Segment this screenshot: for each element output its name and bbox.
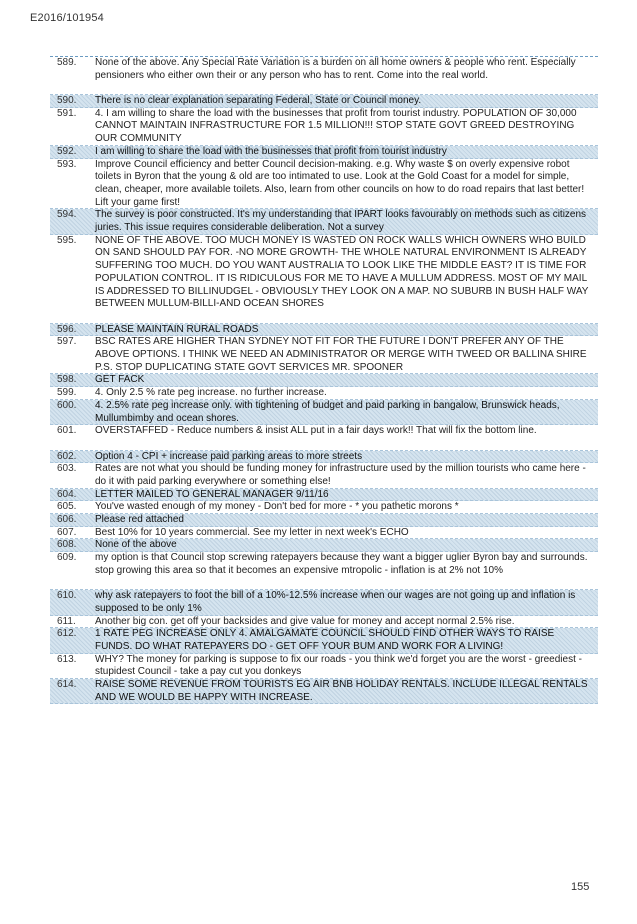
table-row: [50, 235, 598, 324]
response-text: WHY? The money for parking is suppose to fix our roads - you think we'd forget you are the worst - greediest - stupidest Council - take a pay cut you donkeys: [95, 653, 582, 678]
table-row: [50, 57, 598, 95]
response-text: Another big con. get off your backsides and give value for money and accept normal 2.5% rise.: [95, 615, 515, 627]
response-text: RAISE SOME REVENUE FROM TOURISTS EG AIR BNB HOLIDAY RENTALS. INCLUDE ILLEGAL RENTALS AND WE WOULD BE HAPPY WITH INCREASE.: [95, 679, 588, 703]
table-row: [50, 539, 598, 552]
response-number: 593.: [57, 158, 77, 170]
response-number: 601.: [57, 425, 77, 437]
table-row: [50, 527, 598, 540]
table-row: [50, 514, 598, 527]
table-row: [50, 425, 598, 450]
response-text: You've wasted enough of my money - Don't bed for more - * you pathetic morons *: [95, 501, 459, 513]
table-row: [50, 463, 598, 488]
response-number: 590.: [57, 95, 77, 107]
table-row: [50, 501, 598, 514]
response-text: PLEASE MAINTAIN RURAL ROADS: [95, 323, 259, 335]
table-row: [50, 616, 598, 629]
response-number: 600.: [57, 399, 77, 411]
table-row: [50, 146, 598, 159]
response-text: why ask ratepayers to foot the bill of a 10%-12.5% increase when our wages are not going up and inflation is supposed to be only 1%: [95, 590, 576, 614]
response-number: 591.: [57, 107, 77, 119]
table-row: [50, 374, 598, 387]
response-number: 613.: [57, 653, 77, 665]
table-row: [50, 400, 598, 425]
table-row: [50, 489, 598, 502]
response-number: 612.: [57, 628, 77, 640]
response-text: 4. Only 2.5 % rate peg increase. no further increase.: [95, 387, 327, 399]
response-number: 598.: [57, 374, 77, 386]
response-text: Best 10% for 10 years commercial. See my letter in next week's ECHO: [95, 526, 409, 538]
response-number: 597.: [57, 336, 77, 348]
table-row: [50, 209, 598, 234]
response-text: Rates are not what you should be funding money for infrastructure used by the million tourists who came here - do it with paid parking everywhere or something else!: [95, 463, 586, 487]
response-number: 614.: [57, 679, 77, 691]
response-text: my option is that Council stop screwing ratepayers because they want a bigger uglier Byron bay and surrounds. stop growing this area so that it becomes an expensive mtropolic - inflation is at 2% not 10%: [95, 552, 588, 576]
response-number: 607.: [57, 526, 77, 538]
response-text: The survey is poor constructed. It's my understanding that IPART looks favourably on methods such as citizens juries. This issue requires considerable deliberation. Not a survey: [95, 209, 587, 234]
response-text: 4. 2.5% rate peg increase only. with tightening of budget and paid parking in bangalow, Brunswick heads, Mullumbimby and ocean shores.: [95, 399, 560, 424]
response-number: 606.: [57, 514, 77, 526]
response-number: 609.: [57, 552, 77, 564]
response-number: 589.: [57, 57, 77, 68]
response-text: OVERSTAFFED - Reduce numbers & insist ALL put in a fair days work!! That will fix the bottom line.: [95, 425, 537, 437]
response-text: 1 RATE PEG INCREASE ONLY 4. AMALGAMATE COUNCIL SHOULD FIND OTHER WAYS TO RAISE FUNDS. DO WHAT RATEPAYERS DO - GET OFF YOUR BUM AND WORK FOR A LIVING!: [95, 628, 555, 652]
response-number: 603.: [57, 463, 77, 475]
response-text: BSC RATES ARE HIGHER THAN SYDNEY NOT FIT FOR THE FUTURE I DON'T PREFER ANY OF THE ABOVE OPTIONS. I THINK WE NEED AN ADMINISTRATOR OR MERGE WITH TWEED OR BALLINA SHIRE P.S. STOP DUPLICATING STATE GOVT SERVICES MR. SPOONER: [95, 336, 587, 373]
page-number: 155: [571, 881, 590, 893]
response-number: 611.: [57, 615, 76, 627]
response-number: 610.: [57, 590, 77, 602]
response-number: 604.: [57, 488, 77, 500]
document-id: E2016/101954: [30, 12, 104, 24]
table-row: [50, 159, 598, 210]
table-row: [50, 108, 598, 146]
table-row: [50, 654, 598, 679]
table-row: [50, 451, 598, 464]
response-number: 602.: [57, 450, 77, 462]
response-number: 599.: [57, 387, 77, 399]
table-row: [50, 679, 598, 704]
response-text: Option 4 - CPI + increase paid parking areas to more streets: [95, 450, 363, 462]
response-number: 594.: [57, 209, 77, 221]
table-row: [50, 628, 598, 653]
response-number: 592.: [57, 145, 77, 157]
response-text: LETTER MAILED TO GENERAL MANAGER 9/11/16: [95, 488, 329, 500]
response-text: GET FACK: [95, 374, 145, 386]
table-row: [50, 324, 598, 337]
response-text: There is no clear explanation separating Federal, State or Council money.: [95, 95, 422, 107]
response-text: I am willing to share the load with the businesses that profit from tourist industry: [95, 145, 447, 157]
response-number: 596.: [57, 323, 77, 335]
table-row: [50, 552, 598, 590]
response-table: [50, 57, 598, 704]
response-number: 595.: [57, 234, 77, 246]
table-row: [50, 95, 598, 108]
table-row: [50, 590, 598, 615]
response-text: None of the above. Any Special Rate Variation is a burden on all home owners & people who rent. Especially pensioners who either own their or any person who has to rent. Come into the real world.: [95, 57, 576, 81]
response-text: None of the above: [95, 539, 177, 551]
response-text: Please red attached: [95, 514, 184, 526]
response-text: 4. I am willing to share the load with the businesses that profit from tourist industry. POPULATION OF 30,000 CANNOT MAINTAIN INFRASTRUCTURE FOR 1.5 MILLION!!! STOP STATE GOVT GREED DESTROYING OUR COMMUNITY: [95, 107, 577, 145]
response-text: Improve Council efficiency and better Council decision-making. e.g. Why waste $ on overly expensive robot toilets in Byron that the young & old are too intimated to use. Look at the Gold Coast for a model for simple, clean, cheaper, more available toilets. Also, learn from other councils on how to do road repairs that last better! Lift your game first!: [95, 158, 585, 208]
response-number: 605.: [57, 501, 77, 513]
response-text: NONE OF THE ABOVE. TOO MUCH MONEY IS WASTED ON ROCK WALLS WHICH OWNERS WHO BUILD ON SAND SHOULD PAY FOR. -NO MORE GROWTH- THE WHOLE NATURAL ENVIRONMENT IS ALREADY SUFFERING TOO MUCH. DO YOU WANT AUSTRALIA TO LOOK LIKE THE MIDDLE EAST? IT IS TIME FOR POPULATION CONTROL. IT IS RIDICULOUS FOR ME TO HAVE A MULLUM ADDRESS. MOST OF MY MAIL IS ADDRESSED TO BILLINUDGEL - OBVIOUSLY THEY LOOK ON A MAP. NO SUBURB IN BUSH HALF WAY BETWEEN MULLUM-BILLI-AND OCEAN SHORES: [95, 234, 589, 310]
table-row: [50, 387, 598, 400]
response-number: 608.: [57, 539, 77, 551]
table-row: [50, 336, 598, 374]
